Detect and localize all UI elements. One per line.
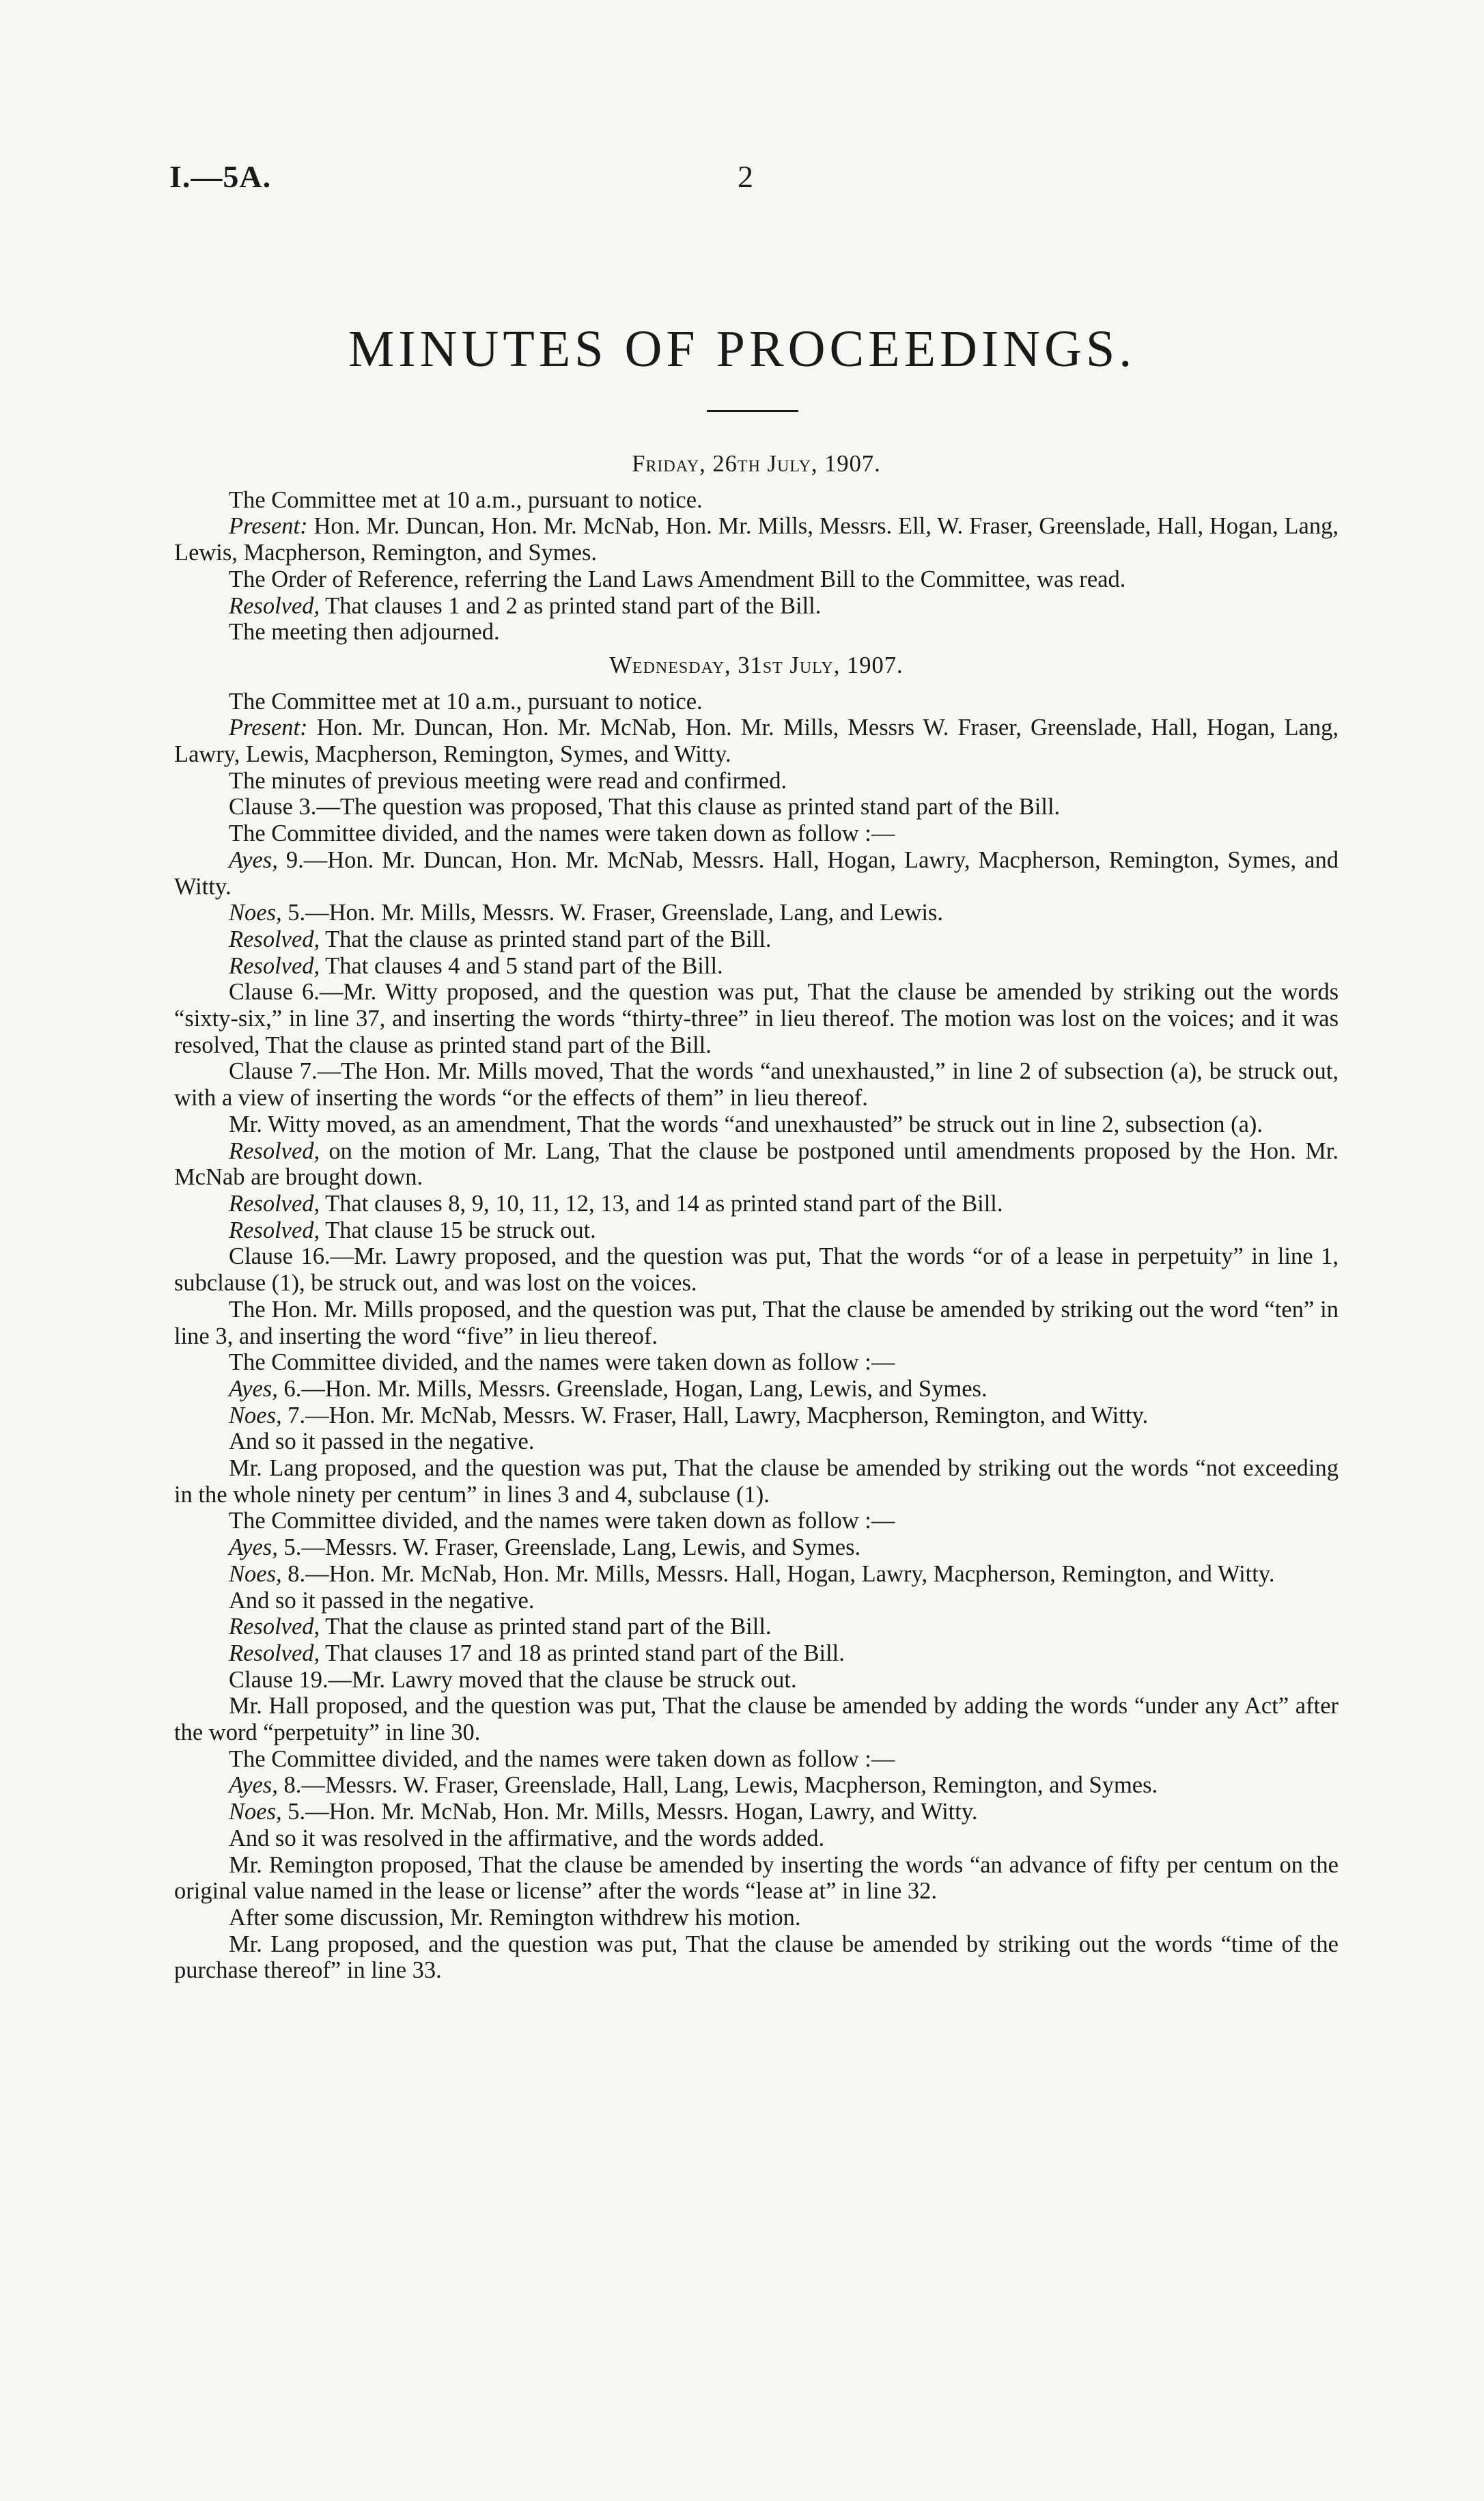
paragraph-text: 8.—Hon. Mr. McNab, Hon. Mr. Mills, Messrs. Hall, Hogan, Lawry, Macpherson, Remington, and Witty.: [281, 1560, 1275, 1587]
minutes-paragraph: [174, 566, 1339, 593]
paragraph-text: Mr. Lang proposed, and the question was put, That the clause be amended by striking out the words “time of the purchase thereof” in line 33.: [174, 1931, 1339, 1984]
minutes-paragraph: [174, 1534, 1339, 1561]
minutes-paragraph: [174, 619, 1339, 646]
paragraph-text: That clauses 1 and 2 as printed stand part of the Bill.: [320, 592, 822, 619]
paragraph-lead: Resolved,: [229, 926, 320, 952]
minutes-paragraph: [174, 847, 1339, 900]
minutes-paragraph: [174, 820, 1339, 847]
paragraph-text: Mr. Hall proposed, and the question was put, That the clause be amended by adding the words “under any Act” after the word “perpetuity” in line 30.: [174, 1693, 1339, 1746]
paragraph-text: 5.—Hon. Mr. Mills, Messrs. W. Fraser, Greenslade, Lang, and Lewis.: [281, 900, 943, 926]
paragraph-lead: Resolved,: [229, 1640, 320, 1666]
paragraph-lead: Noes,: [229, 900, 282, 926]
minutes-paragraph: [174, 926, 1339, 953]
paragraph-text: Mr. Remington proposed, That the clause be amended by inserting the words “an advance of fifty per centum on the original value named in the lease or license” after the words “lease at” in line 32.: [174, 1851, 1339, 1905]
paragraph-text: That the clause as printed stand part of the Bill.: [320, 1614, 772, 1640]
paragraph-text: Mr. Witty moved, as an amendment, That the words “and unexhausted” be struck out in line 2, subsection (a).: [229, 1111, 1263, 1137]
meeting-date: Friday, 26th July, 1907.: [632, 451, 881, 477]
minutes-paragraph: [174, 1403, 1339, 1429]
minutes-paragraph: [174, 953, 1339, 980]
paragraph-text: The Committee divided, and the names were taken down as follow :—: [229, 1508, 895, 1534]
paragraph-lead: Resolved,: [229, 1217, 320, 1243]
paragraph-text: 5.—Hon. Mr. McNab, Hon. Mr. Mills, Messrs. Hogan, Lawry, and Witty.: [281, 1799, 978, 1825]
minutes-paragraph: [174, 487, 1339, 514]
paragraph-lead: Ayes,: [229, 1534, 278, 1561]
paragraph-text: Mr. Lang proposed, and the question was put, That the clause be amended by striking out the words “not exceeding in the whole ninety per centum” in lines 3 and 4, subclause (1).: [174, 1455, 1339, 1508]
minutes-paragraph: [174, 1905, 1339, 1931]
paragraph-lead: Noes,: [229, 1402, 282, 1428]
paragraph-text: That clauses 4 and 5 stand part of the Bill.: [320, 952, 723, 979]
paragraph-text: 5.—Messrs. W. Fraser, Greenslade, Lang, Lewis, and Symes.: [277, 1534, 861, 1561]
paragraph-lead: Resolved,: [229, 1614, 320, 1640]
paragraph-lead: Present:: [229, 513, 308, 540]
paragraph-lead: Resolved,: [229, 1137, 320, 1164]
minutes-paragraph: [174, 1455, 1339, 1508]
paragraph-lead: Ayes,: [229, 1772, 278, 1799]
minutes-paragraph: [174, 768, 1339, 794]
paper-reference: I.—5A.: [169, 159, 272, 194]
minutes-paragraph: [174, 593, 1339, 620]
paragraph-lead: Resolved,: [229, 952, 320, 979]
paragraph-lead: Resolved,: [229, 592, 320, 619]
minutes-body: [174, 444, 1339, 1984]
minutes-paragraph: [174, 1058, 1339, 1111]
minutes-paragraph: [174, 1693, 1339, 1745]
paragraph-text: 8.—Messrs. W. Fraser, Greenslade, Hall, Lang, Lewis, Macpherson, Remington, and Symes.: [277, 1772, 1158, 1799]
page-number: 2: [738, 159, 753, 194]
paragraph-lead: Noes,: [229, 1799, 282, 1825]
paragraph-text: And so it passed in the negative.: [229, 1428, 535, 1455]
paragraph-lead: Present:: [229, 715, 308, 741]
page-title: MINUTES OF PROCEEDINGS.: [348, 320, 1136, 378]
minutes-paragraph: [174, 689, 1339, 715]
minutes-paragraph: [174, 1349, 1339, 1376]
minutes-paragraph: [174, 1508, 1339, 1534]
paragraph-text: Hon. Mr. Duncan, Hon. Mr. McNab, Hon. Mr. Mills, Messrs W. Fraser, Greenslade, Hall, Hogan, Lang, Lawry, Lewis, Macpherson, Remington, Symes, and Witty.: [174, 715, 1339, 768]
paragraph-text: 6.—Hon. Mr. Mills, Messrs. Greenslade, Hogan, Lang, Lewis, and Symes.: [277, 1375, 988, 1402]
paragraph-text: The Committee divided, and the names were taken down as follow :—: [229, 1745, 895, 1772]
minutes-paragraph: [174, 1640, 1339, 1667]
paragraph-text: The Committee met at 10 a.m., pursuant to notice.: [229, 688, 703, 715]
paragraph-text: The Committee divided, and the names were taken down as follow :—: [229, 1349, 895, 1376]
minutes-paragraph: [174, 1772, 1339, 1799]
minutes-paragraph: [174, 1217, 1339, 1244]
minutes-paragraph: [174, 1297, 1339, 1349]
paragraph-text: After some discussion, Mr. Remington withdrew his motion.: [229, 1904, 801, 1931]
paragraph-text: on the motion of Mr. Lang, That the clause be postponed until amendments proposed by the Hon. Mr. McNab are brought down.: [174, 1137, 1339, 1191]
paragraph-text: 7.—Hon. Mr. McNab, Messrs. W. Fraser, Hall, Lawry, Macpherson, Remington, and Witty.: [281, 1402, 1149, 1428]
minutes-paragraph: [174, 1667, 1339, 1694]
paragraph-lead: Noes,: [229, 1560, 282, 1587]
paragraph-text: The Order of Reference, referring the Land Laws Amendment Bill to the Committee, was read.: [229, 566, 1126, 592]
paragraph-lead: Ayes,: [229, 1375, 278, 1402]
paragraph-text: The minutes of previous meeting were read and confirmed.: [229, 767, 787, 794]
minutes-paragraph: [174, 1614, 1339, 1640]
paragraph-text: That the clause as printed stand part of the Bill.: [320, 926, 772, 952]
minutes-paragraph: [174, 1561, 1339, 1588]
title-rule: [707, 410, 798, 412]
minutes-paragraph: [174, 900, 1339, 926]
minutes-paragraph: [174, 794, 1339, 820]
paragraph-text: Hon. Mr. Duncan, Hon. Mr. McNab, Hon. Mr. Mills, Messrs. Ell, W. Fraser, Greenslade, Hall, Hogan, Lang, Lewis, Macpherson, Remington, and Symes.: [174, 513, 1339, 566]
meeting-date: Wednesday, 31st July, 1907.: [609, 652, 904, 678]
minutes-paragraph: [174, 1376, 1339, 1403]
minutes-paragraph: [174, 1931, 1339, 1984]
minutes-paragraph: [174, 715, 1339, 767]
paragraph-text: The Hon. Mr. Mills proposed, and the question was put, That the clause be amended by striking out the word “ten” in line 3, and inserting the word “five” in lieu thereof.: [174, 1296, 1339, 1349]
paragraph-text: And so it was resolved in the affirmative, and the words added.: [229, 1825, 825, 1851]
minutes-paragraph: [174, 513, 1339, 566]
paragraph-text: Clause 7.—The Hon. Mr. Mills moved, That the words “and unexhausted,” in line 2 of subsection (a), be struck out, with a view of inserting the words “or the effects of them” in lieu thereof.: [174, 1058, 1339, 1111]
minutes-paragraph: [174, 1138, 1339, 1191]
minutes-paragraph: [174, 1191, 1339, 1217]
paragraph-text: That clauses 17 and 18 as printed stand part of the Bill.: [320, 1640, 845, 1666]
paragraph-text: The Committee met at 10 a.m., pursuant to notice.: [229, 486, 703, 513]
paragraph-text: Clause 19.—Mr. Lawry moved that the clause be struck out.: [229, 1666, 797, 1693]
minutes-paragraph: [174, 1852, 1339, 1905]
paragraph-text: Clause 3.—The question was proposed, That this clause as printed stand part of the Bill.: [229, 794, 1061, 820]
minutes-paragraph: [174, 979, 1339, 1058]
paragraph-text: The meeting then adjourned.: [229, 619, 500, 646]
paragraph-lead: Resolved,: [229, 1190, 320, 1217]
minutes-paragraph: [174, 1243, 1339, 1296]
paragraph-lead: Ayes,: [229, 846, 278, 873]
paragraph-text: That clauses 8, 9, 10, 11, 12, 13, and 14 as printed stand part of the Bill.: [320, 1190, 1003, 1217]
minutes-paragraph: [174, 1799, 1339, 1825]
paragraph-text: 9.—Hon. Mr. Duncan, Hon. Mr. McNab, Messrs. Hall, Hogan, Lawry, Macpherson, Remington, Symes, and Witty.: [174, 846, 1339, 900]
minutes-paragraph: [174, 1428, 1339, 1455]
paragraph-text: That clause 15 be struck out.: [320, 1217, 596, 1243]
minutes-paragraph: [174, 1746, 1339, 1773]
paragraph-text: Clause 6.—Mr. Witty proposed, and the question was put, That the clause be amended by striking out the words “sixty-six,” in line 37, and inserting the words “thirty-three” in lieu thereof. The motion was lost on the voices; and it was resolved, That the clause as printed stand part of the Bill.: [174, 979, 1339, 1058]
paragraph-text: The Committee divided, and the names were taken down as follow :—: [229, 820, 895, 847]
paragraph-text: Clause 16.—Mr. Lawry proposed, and the question was put, That the words “or of a lease in perpetuity” in line 1, subclause (1), be struck out, and was lost on the voices.: [174, 1243, 1339, 1297]
minutes-paragraph: [174, 1588, 1339, 1614]
minutes-paragraph: [174, 1825, 1339, 1852]
paragraph-text: And so it passed in the negative.: [229, 1587, 535, 1614]
minutes-paragraph: [174, 1111, 1339, 1138]
